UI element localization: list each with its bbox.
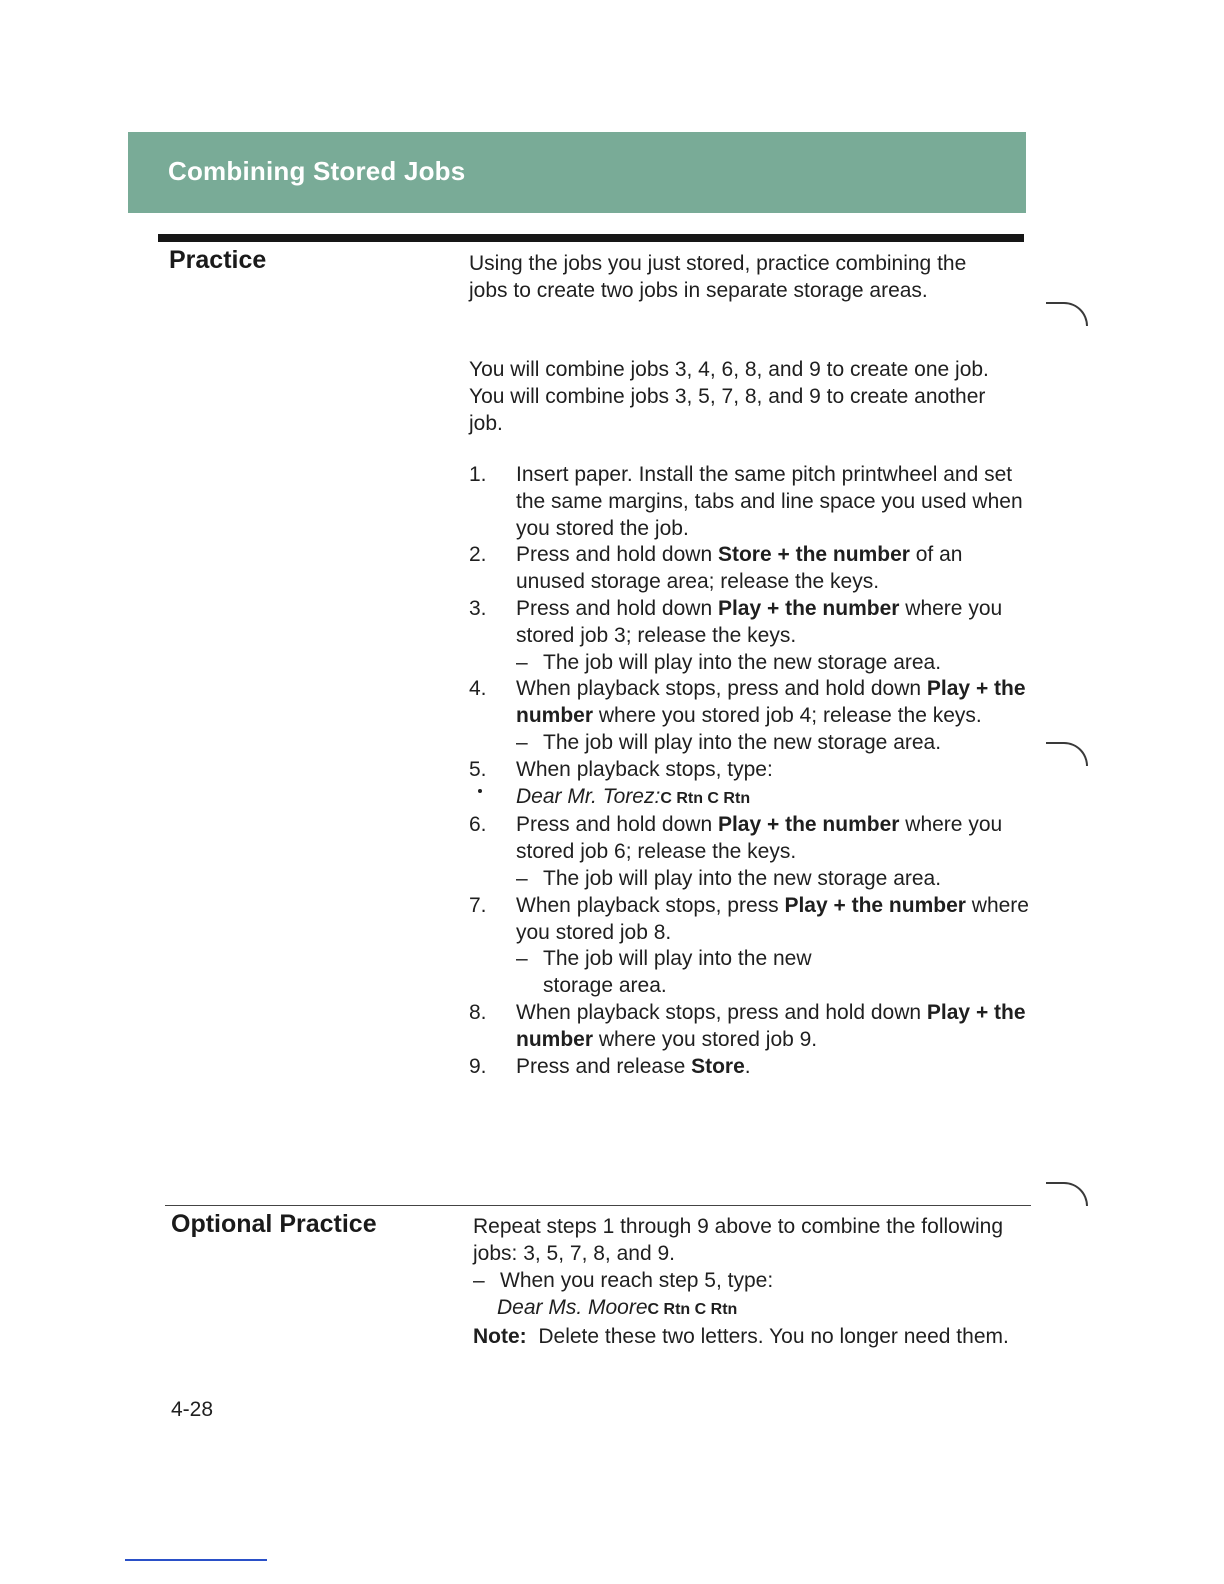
binder-hole-mark [1046, 742, 1088, 766]
step-text: . [744, 1054, 751, 1078]
step-text: where you stored job 3; release the keys. [516, 596, 1003, 647]
step-key-combo: Play + the number [516, 1000, 1026, 1051]
step-text: where you stored job 6; release the keys. [516, 813, 1003, 864]
step-7 [469, 893, 1029, 1000]
step-8 [469, 1000, 1029, 1054]
step-key-combo: Store [691, 1054, 745, 1078]
section-divider [158, 234, 1024, 242]
practice-heading: Practice [169, 246, 267, 274]
practice-steps [469, 462, 1029, 1080]
section-separator [165, 1205, 1031, 1206]
optional-practice-text: Repeat steps 1 through 9 above to combine the following jobs: 3, 5, 7, 8, and 9. [473, 1215, 1004, 1265]
step-text: where you stored job 4; release the keys. [593, 704, 982, 728]
step-number: 1. [469, 463, 487, 486]
step-key-combo: Store + the number [717, 543, 910, 567]
step-sub-note: – The job will play into the new storage area. [516, 650, 942, 674]
step-text: where you stored job 9. [593, 1027, 818, 1051]
typed-salutation: Dear Ms. Moore [497, 1296, 648, 1319]
step-number: 3. [469, 596, 487, 620]
step-6 [469, 812, 1029, 892]
step-text: When playback stops, press and hold down [516, 677, 927, 701]
section-banner [128, 132, 1026, 213]
step-text: Press and hold down [516, 543, 718, 567]
step-4 [469, 676, 1029, 756]
practice-intro-2: You will combine jobs 3, 4, 6, 8, and 9 to create one job. You will combine jobs 3, 5, 7, 8, and 9 to create another job. [469, 358, 989, 435]
binder-hole-mark [1046, 1182, 1088, 1206]
section-title: Combining Stored Jobs [168, 156, 466, 186]
typed-salutation: Dear Mr. Torez: [516, 784, 661, 808]
step-9 [469, 1054, 1029, 1081]
step-key-combo: Play + the number [784, 893, 966, 917]
step-key-combo: Play + the number [717, 813, 900, 837]
step-number: 2. [469, 543, 487, 567]
step-key-combo: Play + the number [717, 596, 900, 620]
optional-practice-heading: Optional Practice [171, 1210, 377, 1238]
step-1 [469, 462, 1029, 542]
step-text: When playback stops, press [516, 893, 785, 917]
page-number: 4-28 [171, 1398, 214, 1421]
note-text: Delete these two letters. You no longer need them. [538, 1325, 1009, 1348]
step-number: 7. [469, 893, 487, 917]
step-sub-note: – The job will play into the new storage area. [516, 947, 812, 998]
step-text: of an unused storage area; release the keys. [516, 543, 963, 594]
binder-hole-mark [1046, 302, 1088, 326]
step-sub-note: – The job will play into the new storage area. [516, 866, 942, 890]
step-text: Press and hold down [516, 813, 718, 837]
step-number: 4. [469, 677, 487, 701]
step-text: When playback stops, press and hold down [516, 1000, 927, 1024]
step-key-combo: Play + the number [516, 677, 1026, 728]
step-text: where you stored job 8. [516, 893, 1029, 944]
practice-intro-1: Using the jobs you just stored, practice combining the jobs to create two jobs in separate storage areas. [469, 252, 967, 302]
step-number: 8. [469, 1000, 487, 1024]
step-text: Press and hold down [516, 596, 718, 620]
typed-keys: C Rtn C Rtn [647, 1301, 738, 1318]
optional-practice-body [473, 1213, 1028, 1350]
scan-edge-line [125, 1559, 267, 1561]
step-number: 5. [469, 757, 487, 781]
step-number: 6. [469, 813, 487, 837]
step-2 [469, 542, 1029, 596]
optional-typed-line [473, 1294, 1028, 1323]
step-text: When playback stops, type: [516, 757, 773, 781]
step-3 [469, 596, 1029, 676]
step-5 [469, 757, 1029, 813]
typed-keys: C Rtn C Rtn [660, 789, 751, 807]
optional-sub-note: – When you reach step 5, type: [473, 1269, 774, 1292]
step-sub-note: – The job will play into the new storage area. [516, 730, 942, 754]
step-text: Press and release [516, 1054, 692, 1078]
note-label: Note: [473, 1325, 527, 1348]
step-text: Insert paper. Install the same pitch printwheel and set the same margins, tabs and line space you used when you stored the job. [516, 463, 1023, 540]
note [473, 1323, 1028, 1350]
step-number: 9. [469, 1054, 487, 1078]
